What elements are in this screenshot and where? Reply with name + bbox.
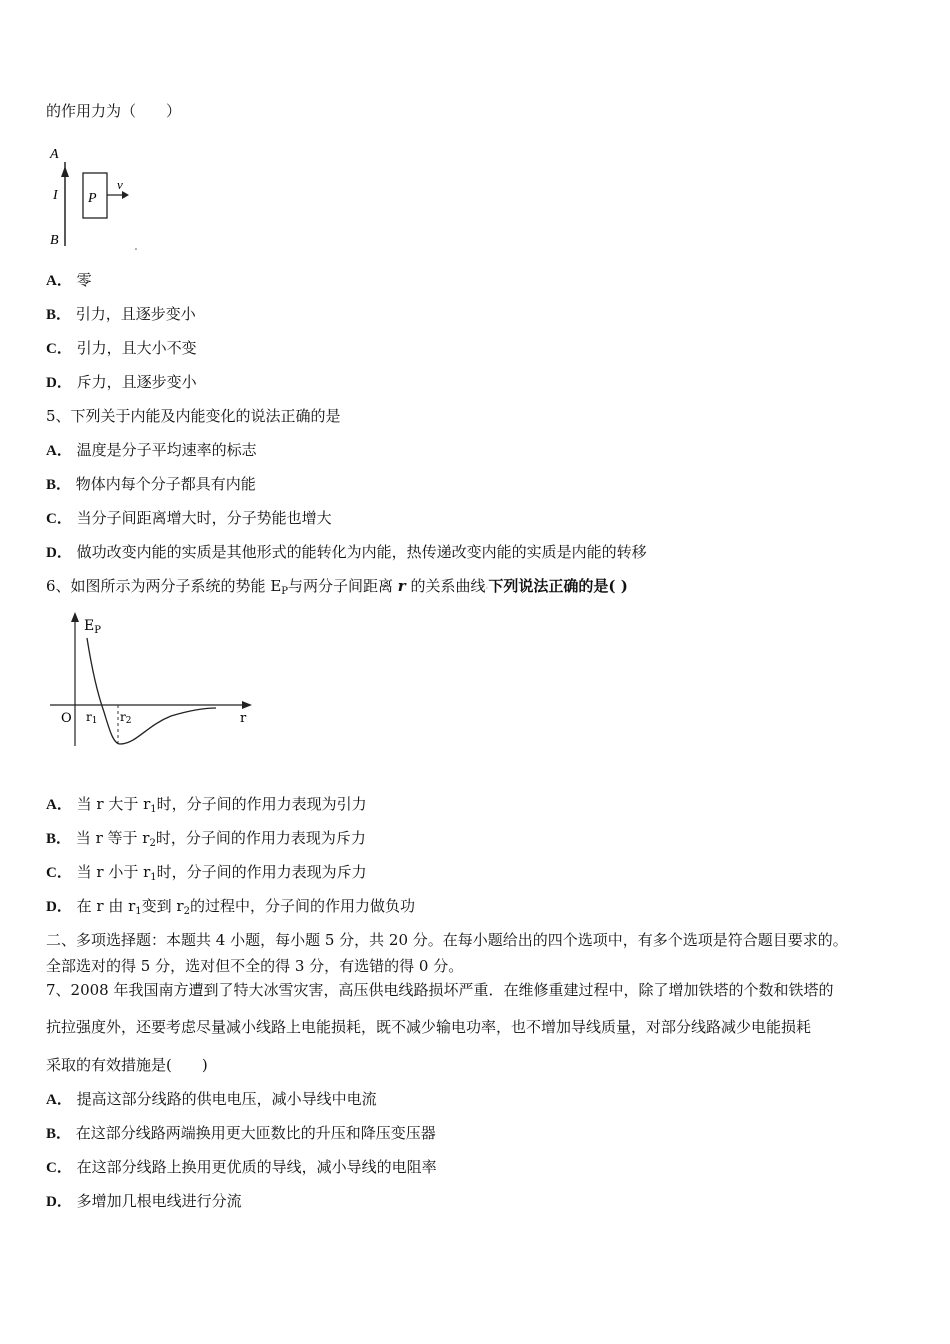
q6-option-a: A． 当 r 大于 $r_1$时，分子间的作用力表现为引力 (46, 795, 367, 815)
x-axis-label: r (240, 711, 247, 726)
q4-option-d: D． 斥力，且逐步变小 (46, 373, 197, 391)
q7-option-c: C． 在这部分线路上换用更优质的导线，减小导线的电阻率 (46, 1158, 437, 1176)
q7-option-d: D． 多增加几根电线进行分流 (46, 1192, 242, 1210)
q6-option-d: D． 在 r 由 $r_1$变到 $r_2$的过程中，分子间的作用力做负功 (46, 897, 415, 917)
q4-option-a: A． 零 (46, 271, 92, 289)
x-axis-arrow (242, 701, 252, 709)
potential-energy-graph (46, 610, 261, 750)
q5-option-d: D． 做功改变内能的实质是其他形式的能转化为内能，热传递改变内能的实质是内能的转移 (46, 543, 647, 561)
q7-option-a: A． 提高这部分线路的供电电压，减小导线中电流 (46, 1090, 377, 1108)
label-v: v (117, 177, 123, 192)
q5-option-c: C． 当分子间距离增大时，分子势能也增大 (46, 509, 332, 527)
section-2-heading-line-2: 全部选对的得 5 分，选对但不全的得 3 分，有选错的得 0 分。 (46, 957, 464, 975)
question-stem-tail: 的作用力为（ ） (46, 102, 182, 120)
y-axis-label: $E_P$ (84, 618, 101, 636)
r1-label: r1 (86, 710, 98, 726)
potential-curve (87, 638, 216, 744)
q4-option-b: B． 引力，且逐步变小 (46, 305, 196, 323)
q6-option-b: B． 当 r 等于 $r_2$时，分子间的作用力表现为斥力 (46, 829, 366, 849)
label-b: B (50, 233, 59, 248)
y-axis-arrow (71, 612, 79, 622)
label-i: I (53, 188, 58, 203)
q6-option-c: C． 当 r 小于 $r_1$时，分子间的作用力表现为斥力 (46, 863, 367, 883)
q7-option-b: B． 在这部分线路两端换用更大匝数比的升压和降压变压器 (46, 1124, 436, 1142)
q7-stem-line-3: 采取的有效措施是( ) (46, 1056, 208, 1074)
label-a: A (50, 147, 59, 162)
q7-stem-line-1: 7、2008 年我国南方遭到了特大冰雪灾害，高压供电线路损坏严重．在维修重建过程中，除了增加铁塔的个数和铁塔的 (46, 981, 834, 999)
wire-loop-figure (44, 140, 144, 252)
q7-stem-line-2: 抗拉强度外，还要考虑尽量减小线路上电能损耗，既不减少输电功率，也不增加导线质量，对部分线路减少电能损耗 (46, 1018, 812, 1036)
q5-option-a: A． 温度是分子平均速率的标志 (46, 441, 257, 459)
label-p: P (88, 191, 97, 206)
origin-label: O (61, 711, 72, 726)
q5-stem: 5、下列关于内能及内能变化的说法正确的是 (46, 407, 341, 425)
r2-label: r2 (120, 710, 132, 726)
q5-option-b: B． 物体内每个分子都具有内能 (46, 475, 256, 493)
q4-option-c: C． 引力，且大小不变 (46, 339, 197, 357)
current-arrow (61, 166, 69, 177)
q6-stem: 6、如图所示为两分子系统的势能 $E_P$与两分子间距离 r 的关系曲线·下列说法正确的是( ) (46, 577, 628, 597)
section-2-heading-line-1: 二、多项选择题：本题共 4 小题，每小题 5 分，共 20 分。在每小题给出的四个选项中，有多个选项是符合题目要求的。 (46, 931, 848, 949)
